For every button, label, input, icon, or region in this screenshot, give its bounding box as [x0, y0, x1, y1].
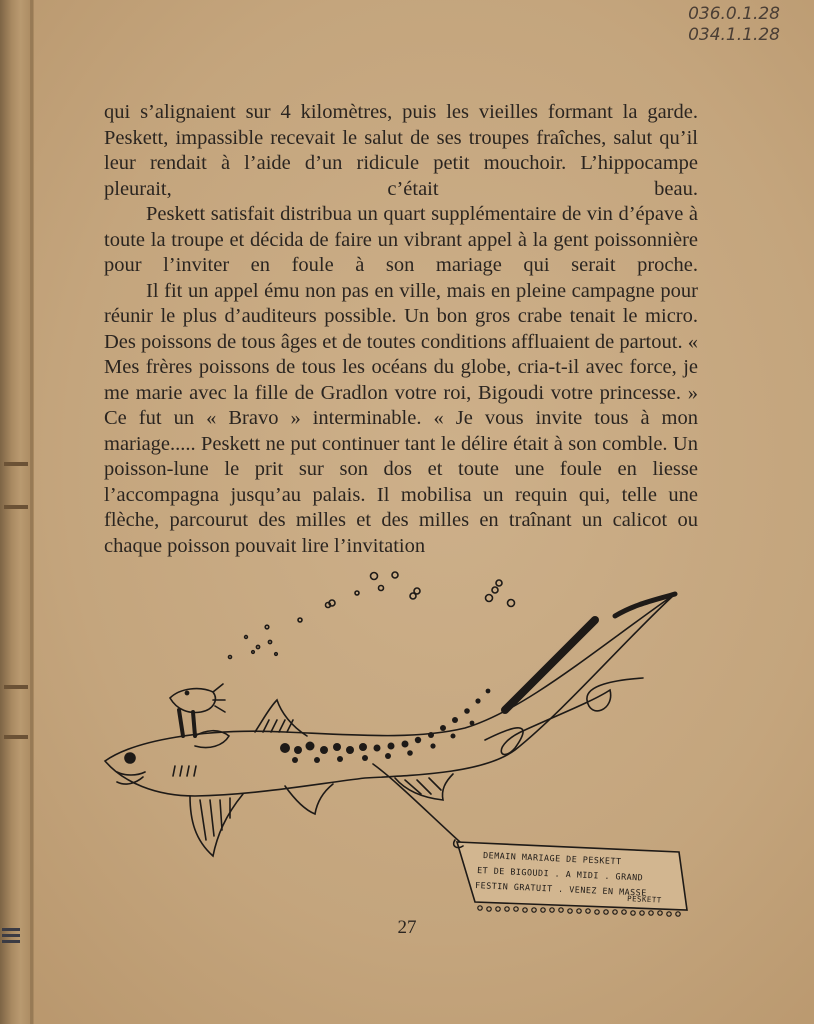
banner-line: ET DE BIGOUDI . A MIDI . GRAND [476, 865, 644, 883]
catalog-mark: 036.0.1.28 [688, 4, 780, 24]
book-spine [0, 0, 34, 1024]
rider-figure [170, 684, 229, 748]
shark-spots [280, 689, 490, 763]
catalog-mark: 034.1.1.28 [688, 25, 780, 45]
spine-binding-mark [4, 735, 28, 739]
spine-binding-mark [4, 685, 28, 689]
paragraph: qui s’alignaient sur 4 kilomètres, puis les vieilles formant la garde. Peskett, impassible recevait le salut de ses troupes fraîches, salut qu’il leur rendait à l’aide d’un ridicule petit mouchoir. L’hippocampe pleurait, c’était beau. [104, 101, 698, 200]
catalog-annotation [630, 4, 780, 46]
banner-line: FESTIN GRATUIT . VENEZ EN MASSE [474, 880, 647, 898]
paragraph: Peskett satisfait distribua un quart supplémentaire de vin d’épave à toute la troupe et décida de faire un vibrant appel à la gent poissonnière pour l’inviter en foule à son mariage qui serait proche. [104, 203, 698, 276]
bubbles [229, 572, 515, 659]
banner-line: DEMAIN MARIAGE DE PESKETT [482, 850, 622, 867]
spine-binding-mark [4, 462, 28, 466]
banner-signature: PESKETT [626, 894, 662, 905]
body-text [104, 100, 698, 559]
spine-edge [30, 0, 33, 1024]
page-number: 27 [397, 917, 417, 938]
shark-illustration [95, 560, 705, 920]
spine-stripe [2, 940, 20, 943]
paragraph: Il fit un appel ému non pas en ville, mais en pleine campagne pour réunir le plus d’auditeurs possible. Un bon gros crabe tenait le micro. Des poissons de tous âges et de toutes conditions affluaient de partout. « Mes frères poissons de tous les océans du globe, cria-t-il avec force, je me marie avec la fille de Gradlon votre roi, Bigoudi votre princesse. » Ce fut un « Bravo » interminable. « Je vous invite tous à mon mariage..... Peskett ne put continuer tant le délire était à son comble. Un poisson-lune le prit sur son dos et toute une foule en liesse l’accompagna jusqu’au palais. Il mobilisa un requin qui, telle une flèche, parcourut des milles et des milles en traînant un calicot ou chaque poisson pouvait lire l’invitation [104, 279, 698, 557]
spine-binding-mark [4, 505, 28, 509]
